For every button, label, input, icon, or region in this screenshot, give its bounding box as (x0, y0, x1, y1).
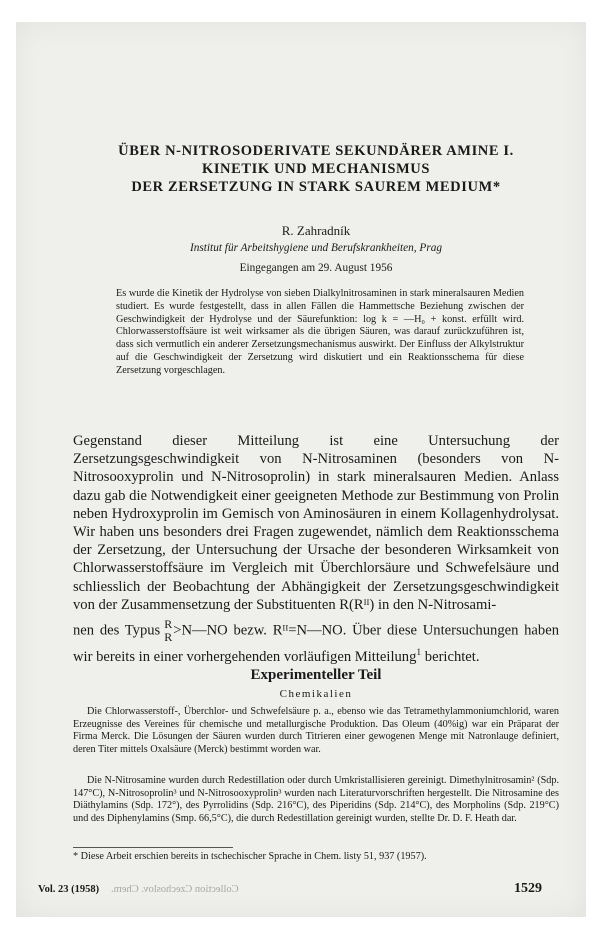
chemicals-paragraph-2-block (73, 775, 559, 825)
author: R. Zahradník (281, 223, 351, 238)
article-title (76, 142, 556, 196)
received-date: Eingegangen am 29. August 1956 (239, 262, 393, 274)
frac-top: R (164, 617, 173, 632)
chemicals-paragraph-1: Die Chlorwasserstoff-, Überchlor- und Schwefelsäure p. a., ebenso wie das Tetramethylammoniumchlorid, waren Erzeugnisse des Vereines für chemische und metallurgische Produktion. Das Oleum (40%ig) war ein Präparat der Firma Merck. Die Lösungen der Säuren wurden durch Titrieren einer gewogenen Menge mit Natronlauge definiert, deren Titer mittels Oxalsäure (Merck) bestimmt worden war. (73, 706, 559, 755)
footnote-rule (73, 847, 233, 848)
formula-arrow: > (173, 622, 182, 639)
intro-line-start: nen des Typus (73, 622, 161, 639)
reference-1: 1 (416, 648, 422, 659)
intro-paragraph-1: Gegenstand dieser Mitteilung ist eine Untersuchung der Zersetzungsgeschwindigkeit von N-Nitrosaminen (besonders von N-Nitrosooxyprolin und N-Nitrosoprolin) in stark mineralsauren Medien. Anlass dazu gab die Notwendigkeit einer geeigneten Methode zur Bestimmung von Prolin neben Hydroxyprolin im Gemisch von Aminosäuren in einem Kollagenhydrolysat. Wir haben uns besonders drei Fragen zugewendet, nämlich dem Reaktionsschema der Zersetzung, der Untersuchung der Ursache der besonderen Wirksamkeit von Chlorwasserstoffsäure im Vergleich mit Überchlorsäure und Schwefelsäure und schliesslich der Beobachtung der Abhängigkeit der Zersetzungsgeschwindigkeit von der Zusammensetzung der Substituenten R(Rᴵᴵ) in den N-Nitrosami- (73, 433, 559, 613)
intro-tail: berichtet. (421, 648, 480, 665)
formula-1: N—NO bezw. (181, 622, 267, 639)
introduction (73, 432, 559, 666)
abstract (116, 288, 524, 378)
intro-line-end: Über diese Untersuchungen haben wir bereits in einer vorhergehenden vorläufigen Mitteilung (73, 622, 559, 665)
chemicals-paragraph-1-block (73, 706, 559, 756)
volume-info: Vol. 23 (1958) (38, 884, 100, 895)
frac-bottom: R (164, 630, 173, 645)
intro-formula-line (73, 618, 559, 666)
bleed-through-text: Collection Czechoslov. Chem. (111, 884, 239, 895)
title-line-2: KINETIK UND MECHANISMUS (201, 161, 431, 177)
title-line-1: ÜBER N-NITROSODERIVATE SEKUNDÄRER AMINE I. (118, 143, 514, 159)
chemicals-paragraph-2: Die N-Nitrosamine wurden durch Redestillation oder durch Umkristallisieren gereinigt. Dimethylnitrosamin² (Sdp. 147°C), N-Nitrosoprolin³ und N-Nitrosooxyprolin³ wurden nach Literaturvorschriften hergestellt. Die Nitrosamine des Diäthylamins (Sdp. 172°), des Pyrrolidins (Sdp. 216°C), des Piperidins (Sdp. 214°C), des Morpholins (Sdp. 219°C) und des Diphenylamins (Smp. 66,5°C), die durch Redestillation gereinigt wurden, stellte Dr. D. F. Heath dar. (73, 775, 559, 824)
abstract-text: Es wurde die Kinetik der Hydrolyse von sieben Dialkylnitrosaminen in stark mineralsauren Medien studiert. Es wurde festgestellt, dass in allen Fällen die Hammettsche Beziehung zwischen der Geschwindigkeit der Hydrolyse und der Säurefunktion: log k = —H₀ + konst. erfüllt wird. Chlorwasserstoffsäure ist weit wirksamer als die übrigen Säuren, was darauf zurückzuführen ist, dass sich vermutlich ein anderer Zersetzungsmechanismus auswirkt. Der Einfluss der Alkylstruktur auf die Geschwindigkeit der Zersetzung wird diskutiert und ein Reaktionsschema für diese Zersetzung vorgeschlagen. (116, 288, 524, 376)
affiliation: Institut für Arbeitshygiene und Berufskrankheiten, Prag (189, 242, 443, 254)
page-number: 1529 (514, 881, 542, 896)
page-sheet (16, 22, 586, 917)
subsection-title: Chemikalien (279, 688, 353, 700)
footnote: * Diese Arbeit erschien bereits in tschechischer Sprache in Chem. listy 51, 937 (1957). (73, 851, 427, 862)
substituent-fraction (164, 618, 172, 644)
title-line-3: DER ZERSETZUNG IN STARK SAUREM MEDIUM* (131, 179, 501, 195)
formula-2: Rᴵᴵ=N—NO. (272, 622, 347, 639)
section-title: Experimenteller Teil (250, 667, 382, 683)
